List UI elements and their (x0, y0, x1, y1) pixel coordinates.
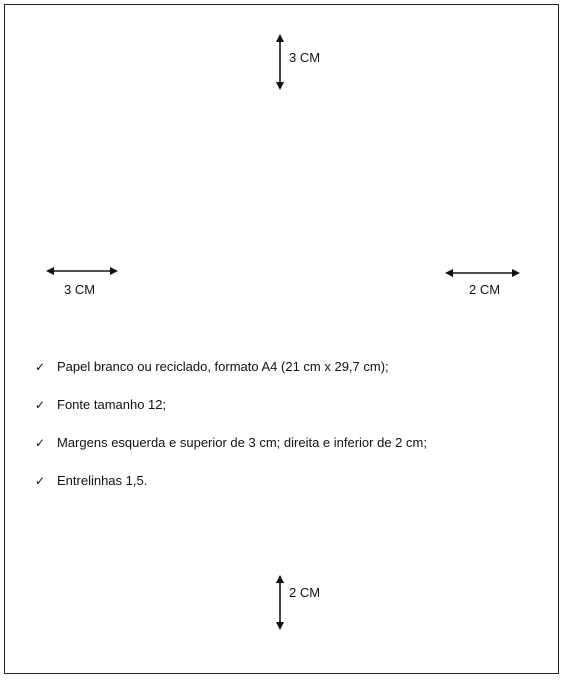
check-icon: ✓ (35, 398, 46, 412)
list-item (35, 356, 535, 377)
top-margin-arrow (276, 34, 284, 90)
check-icon: ✓ (35, 360, 46, 374)
bottom-margin-arrow (276, 575, 284, 630)
check-icon: ✓ (35, 474, 46, 488)
check-icon: ✓ (35, 436, 46, 450)
list-item (35, 470, 535, 491)
requirements-list (35, 356, 535, 508)
list-item (35, 394, 535, 415)
requirement-text: Fonte tamanho 12; (57, 397, 167, 412)
left-margin-arrow (46, 267, 118, 275)
requirement-text: Entrelinhas 1,5. (57, 473, 148, 488)
requirement-text: Papel branco ou reciclado, formato A4 (21 cm x 29,7 cm); (57, 359, 389, 374)
list-item (35, 432, 535, 453)
left-margin-label: 3 CM (64, 282, 96, 297)
top-margin-label: 3 CM (289, 50, 321, 65)
bottom-margin-label: 2 CM (289, 585, 321, 600)
right-margin-label: 2 CM (469, 282, 501, 297)
right-margin-arrow (445, 269, 520, 277)
requirement-text: Margens esquerda e superior de 3 cm; direita e inferior de 2 cm; (57, 435, 427, 450)
